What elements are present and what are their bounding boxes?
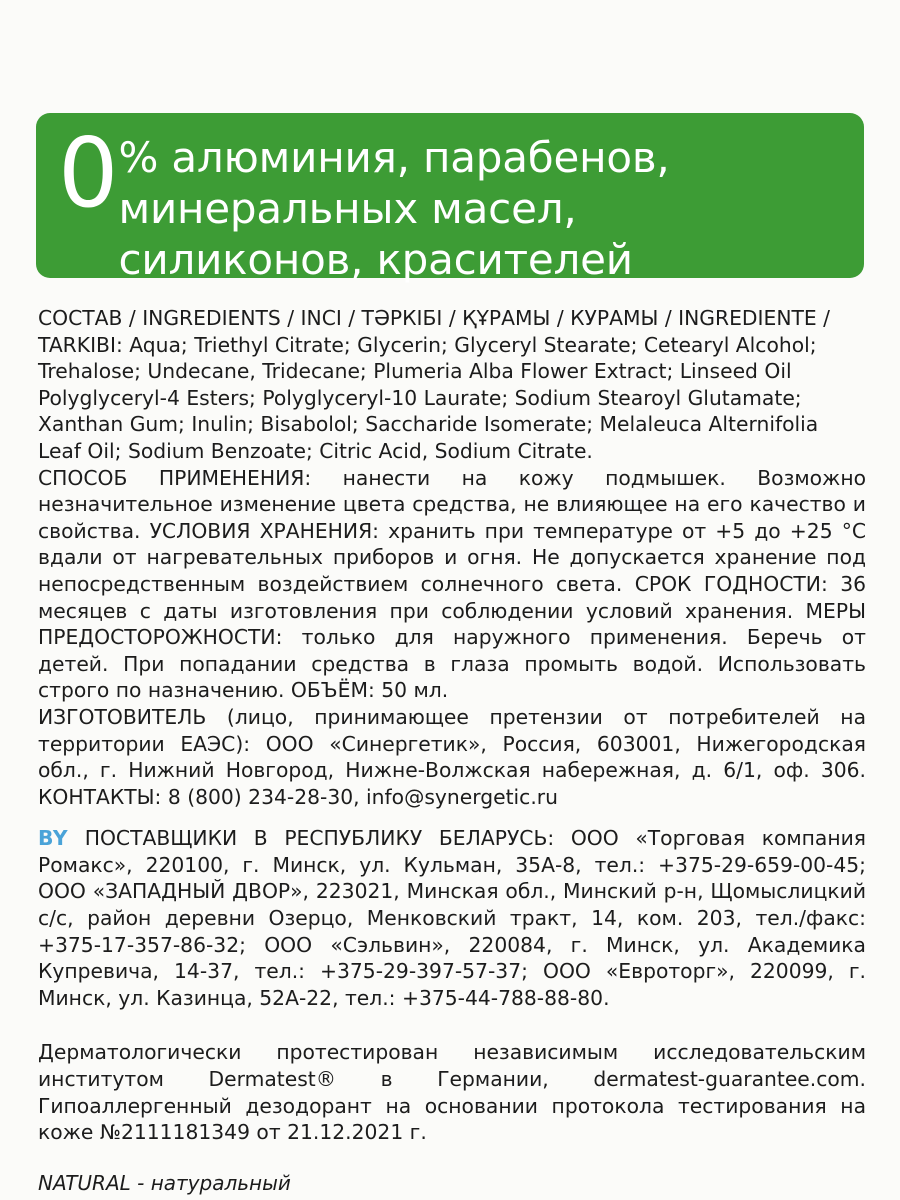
- percent-symbol: %: [118, 133, 159, 182]
- claim-text: [118, 122, 669, 285]
- zero-digit: 0: [58, 119, 117, 229]
- natural-definition-line: NATURAL - натуральный: [38, 1170, 291, 1195]
- belarus-paragraph: [38, 825, 866, 1011]
- belarus-suppliers-block: [38, 825, 866, 1011]
- belarus-suppliers-text: ПОСТАВЩИКИ В РЕСПУБЛИКУ БЕЛАРУСЬ: ООО «Торговая компания Ромакс», 220100, г. Минск, ул. Кульман, 35А-8, тел.: +375-29-659-00-45; ООО «ЗАПАДНЫЙ ДВОР», 223021, Минская обл., Минский р-н, Щомыслицкий с/с, район деревни Озерцо, Менковский тракт, 14, ком. 203, тел./факс: +375-17-357-86-32; ООО «Сэльвин», 220084, г. Минск, ул. Академика Купревича, 14-37, тел.: +375-29-397-57-37; ООО «Евроторг», 220099, г. Минск, ул. Казинца, 52А-22, тел.: +375-44-788-88-80.: [38, 826, 867, 1010]
- claim-line-1: [118, 132, 669, 183]
- dermatest-paragraph: Дерматологически протестирован независимым исследовательским институтом Dermatest® в Германии, dermatest-guarantee.com. Гипоаллергенный дезодорант на основании протокола тестирования на коже №2111181349 от 21.12.2021 г.: [38, 1040, 866, 1145]
- claim-line-3: силиконов, красителей: [118, 235, 633, 284]
- usage-and-storage-paragraph: СПОСОБ ПРИМЕНЕНИЯ: нанести на кожу подмышек. Возможно незначительное изменение цвета средства, не влияющее на его качество и свойства. УСЛОВИЯ ХРАНЕНИЯ: хранить при температуре от +5 до +25 °С вдали от нагревательных приборов и огня. Не допускается хранение под непосредственным воздействием солнечного света. СРОК ГОДНОСТИ: 36 месяцев с даты изготовления при соблюдении условий хранения. МЕРЫ ПРЕДОСТОРОЖНОСТИ: только для наружного применения. Беречь от детей. При попадании средства в глаза промыть водой. Использовать строго по назначению. ОБЪЁМ: 50 мл.: [38, 465, 866, 703]
- manufacturer-paragraph: ИЗГОТОВИТЕЛЬ (лицо, принимающее претензии от потребителей на территории ЕАЭС): ООО «Синергетик», Россия, 603001, Нижегородская обл., г. Нижний Новгород, Нижне-Волжская набережная, д. 6/1, оф. 306. КОНТАКТЫ: 8 (800) 234-28-30, info@synergetic.ru: [38, 704, 866, 809]
- ingredients-paragraph: СОСТАВ / INGREDIENTS / INCI / ТӘРКІБІ / ҚҰРАМЫ / КУРАМЫ / INGREDIENTE / TARKIBI: Aqua; Triethyl Citrate; Glycerin; Glyceryl Stearate; Cetearyl Alcohol; Trehalose; Undecane, Tridecane; Plumeria Alba Flower Extract; Linseed Oil Polyglyceryl-4 Esters; Polyglyceryl-10 Laurate; Sodium Stearoyl Glutamate; Xanthan Gum; Inulin; Bisabolol; Saccharide Isomerate; Melaleuca Alternifolia Leaf Oil; Sodium Benzoate; Citric Acid, Sodium Citrate.: [38, 306, 830, 463]
- zero-percent-claim-banner: [36, 113, 864, 284]
- country-code-by: BY: [38, 826, 69, 851]
- claim-line-1-text: алюминия, парабенов,: [158, 133, 670, 182]
- label-body-copy: [38, 305, 866, 1196]
- dermatest-block: [38, 1039, 866, 1145]
- claim-line-2: минеральных масел,: [118, 184, 577, 233]
